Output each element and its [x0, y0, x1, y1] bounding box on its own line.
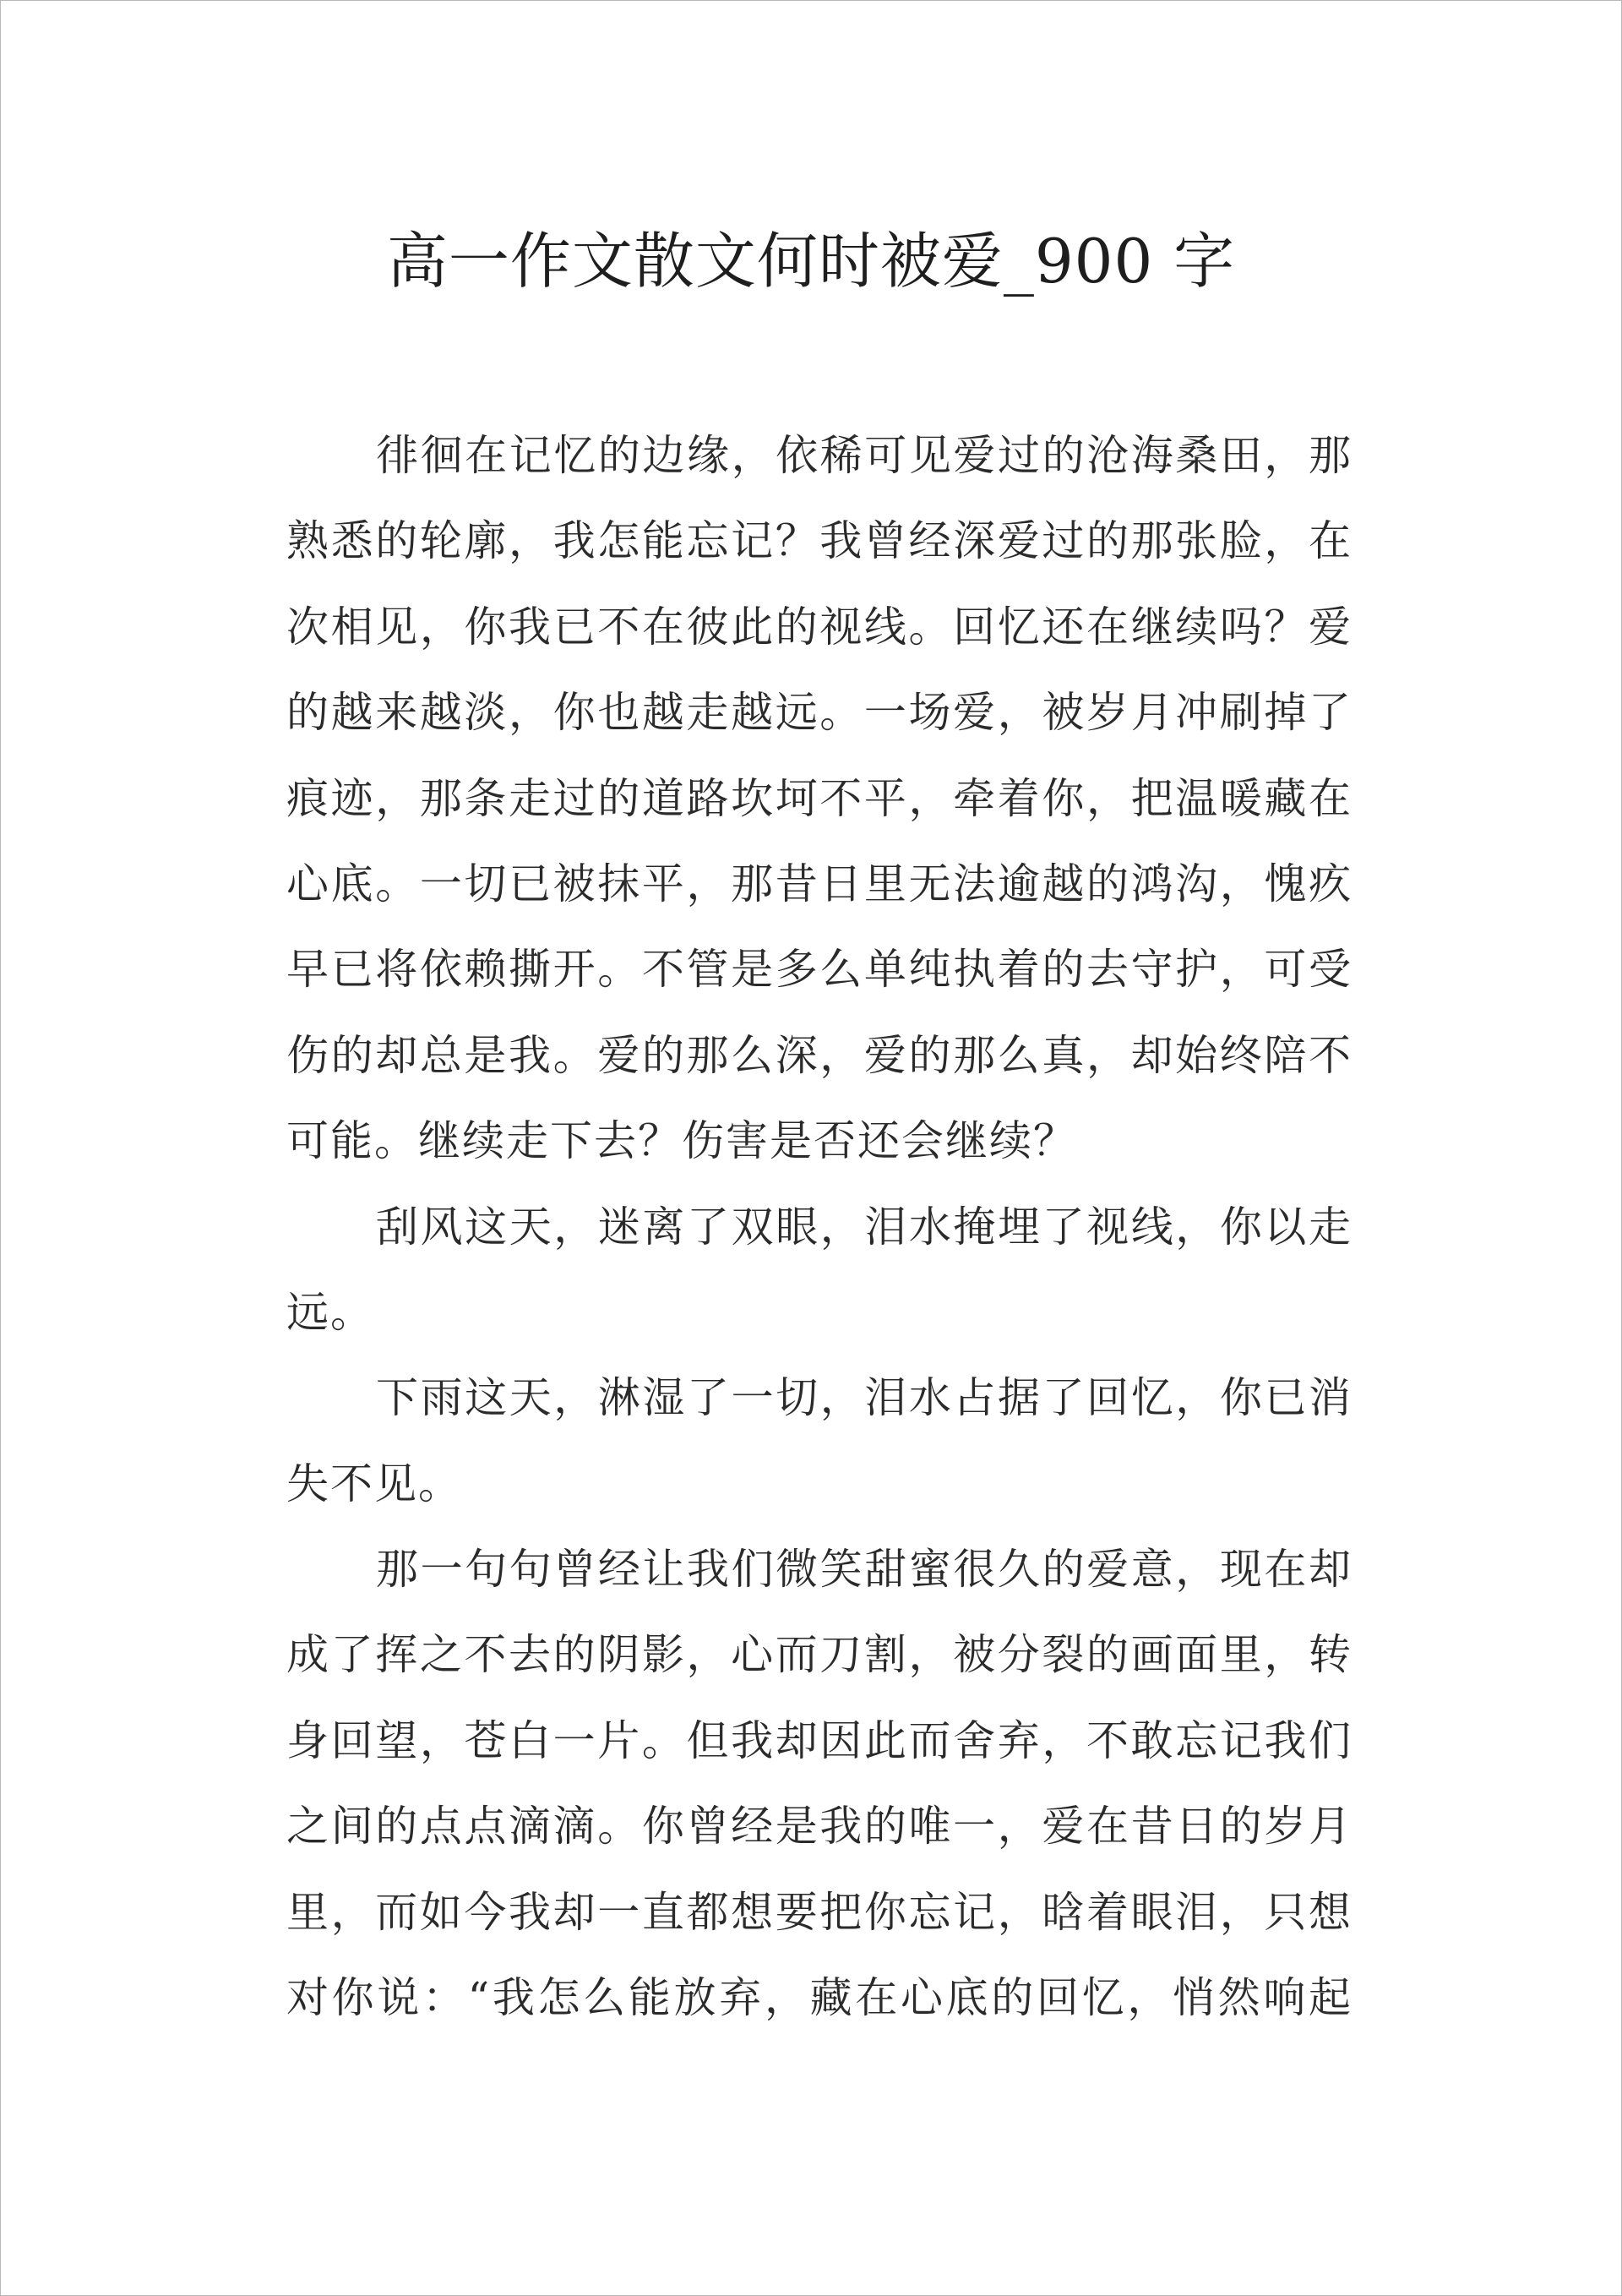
document-title: 高一作文散文何时被爱_900 字: [386, 226, 1236, 297]
paragraph-2: [286, 1185, 1353, 1356]
text-line: 刮风这天，迷离了双眼，泪水掩埋了视线，你以走: [376, 1202, 1353, 1252]
text-line: 可能。继续走下去？伤害是否还会继续？: [286, 1116, 1077, 1166]
paragraph-3: [286, 1355, 1353, 1527]
text-line: 那一句句曾经让我们微笑甜蜜很久的爱意，现在却: [376, 1545, 1353, 1595]
text-line: 对你说：“我怎么能放弃，藏在心底的回忆，悄然响起: [286, 1973, 1353, 2023]
text-line: 心底。一切已被抹平，那昔日里无法逾越的鸿沟，愧疚: [286, 859, 1353, 908]
text-line: 之间的点点滴滴。你曾经是我的唯一，爱在昔日的岁月: [286, 1802, 1353, 1852]
text-line: 身回望，苍白一片。但我却因此而舍弃，不敢忘记我们: [286, 1715, 1353, 1765]
text-line: 伤的却总是我。爱的那么深，爱的那么真，却始终陪不: [286, 1030, 1353, 1080]
text-line: 失不见。: [286, 1459, 462, 1508]
paragraph-4: [286, 1527, 1353, 2041]
text-line: 早已将依赖撕开。不管是多么单纯执着的去守护，可受: [286, 945, 1353, 995]
text-line: 熟悉的轮廓，我怎能忘记？我曾经深爱过的那张脸，在: [286, 516, 1353, 566]
document-body: [286, 413, 1353, 2041]
text-line: 的越来越淡，你也越走越远。一场爱，被岁月冲刷掉了: [286, 688, 1353, 738]
text-line: 成了挥之不去的阴影，心而刀割，被分裂的画面里，转: [286, 1630, 1353, 1680]
text-line: 痕迹，那条走过的道路坎坷不平，牵着你，把温暖藏在: [286, 773, 1353, 823]
text-line: 远。: [286, 1287, 374, 1337]
text-line: 里，而如今我却一直都想要把你忘记，晗着眼泪，只想: [286, 1887, 1353, 1937]
text-line: 次相见，你我已不在彼此的视线。回忆还在继续吗？爱: [286, 602, 1353, 652]
paragraph-1: [286, 413, 1353, 1185]
text-line: 下雨这天，淋湿了一切，泪水占据了回忆，你已消: [376, 1373, 1353, 1423]
text-line: 徘徊在记忆的边缘，依稀可见爱过的沧海桑田，那: [376, 431, 1353, 480]
